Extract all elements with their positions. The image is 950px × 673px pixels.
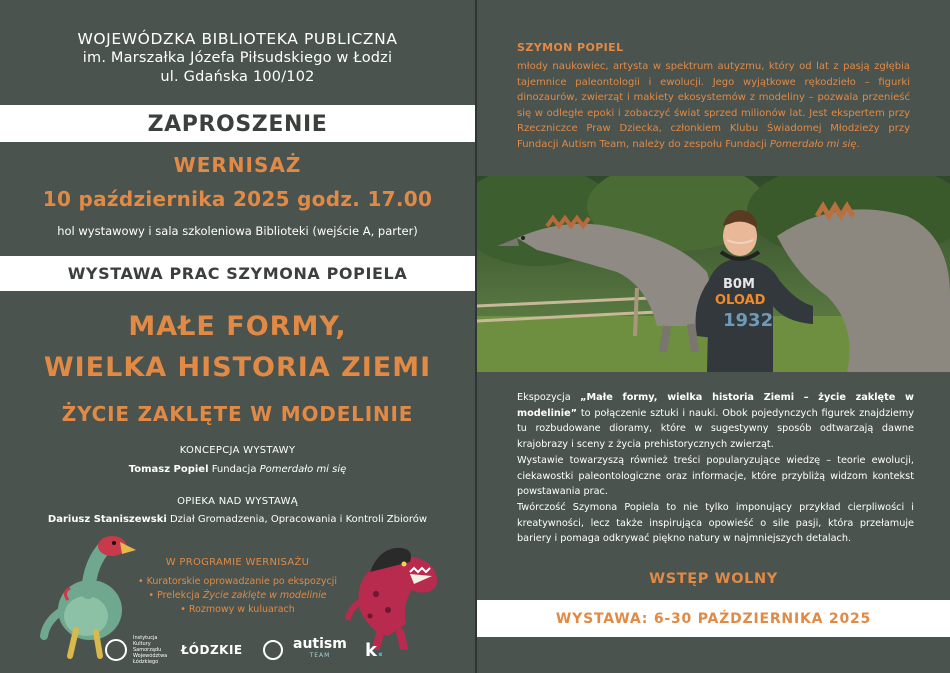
culture-institution-text: Instytucja Kultury Samorządu Województwa Łódzkiego [133,635,168,665]
institution-header [0,30,475,87]
partner-logos [95,636,395,666]
care-heading: OPIEKA NAD WYSTAWĄ [177,496,298,507]
artist-name: SZYMON POPIEL [517,41,624,54]
autism-text: autism [293,636,347,652]
hoodie-print-line1: B0M [723,277,755,292]
vernissage-venue: hol wystawowy i sala szkoleniowa Biblioteki (wejście A, parter) [57,224,418,238]
invitation-back-panel [477,0,950,673]
lodzkie-logo [181,636,243,664]
exhibition-dates-band: WYSTAWA: 6-30 PAŹDZIERNIKA 2025 [477,600,950,637]
artist-bio: młody naukowiec, artysta w spektrum autyzmu, który od lat z pasją zgłębia tajemnice paleontologii i ewolucji. Jego wyjątkowe rękodzieło – figurki dinozaurów, zwierząt i makiety ekosystemów z modeliny – pozwala przenieść się w odległe epoki i zobaczyć świat sprzed milionów lat. Jest ekspertem przy Rzeczniczce Praw Dziecka, członkiem Klubu Świadomej Młodzieży przy Fundacji Autism Team, należy do zespołu Fundacji Pomerdało mi się. [517,61,910,150]
library-logo-icon [105,639,127,661]
emblem-logo [263,636,283,664]
vernissage-heading: WERNISAŻ [173,153,302,177]
concept-heading: KONCEPCJA WYSTAWY [179,445,296,456]
program-item-italic: Życie zaklęte w modelinie [202,590,327,601]
artist-photo [477,176,950,372]
artist-bio-text: młody naukowiec, artysta w spektrum autyzmu, który od lat z pasją zgłębia tajemnice paleontologii i ewolucji. Jego wyjątkowe rękodzieło – figurki dinozaurów, zwierząt i makiety ekosystemów z modeliny – pozwala przenieść się w odległe epoki i zobaczyć świat sprzed milionów lat. Jest ekspertem przy Rzeczniczce Praw Dziecka, członkiem Klubu Świadomej Młodzieży przy Fundacji Autism Team, należy do zespołu Fundacji [517,61,910,150]
k-letter: k [365,639,377,661]
institution-name: WOJEWÓDZKA BIBLIOTEKA PUBLICZNA [77,30,398,48]
description-paragraph-3: Twórczość Szymona Popiela to nie tylko imponujący przykład cierpliwości i kreatywności, lecz także inspirująca opowieść o sile pasji, która przełamuje bariery i pomaga odkrywać piękno natury w najmniejszych detalach. [517,501,914,545]
concept-credit [0,464,475,475]
description-p1-rest: to połączenie sztuki i nauki. Obok pojedynczych figurek znajdziemy tu rozbudowane dioramy, które w sugestywny sposób odtwarzają dawne krajobrazy i sceny z życia prehistorycznych zwierząt. [517,407,914,451]
description-p1-prefix: Ekspozycja [517,392,571,403]
care-dept: Dział Gromadzenia, Opracowania i Kontroli Zbiorów [169,514,428,525]
autism-team-logo [293,636,347,664]
library-logo [105,636,127,664]
k-logo: k. [365,639,384,661]
invitation-band: ZAPROSZENIE [0,105,475,142]
program-heading: W PROGRAMIE WERNISAŻU [165,557,310,568]
concept-name: Tomasz Popiel [128,464,209,475]
institution-address: ul. Gdańska 100/102 [160,69,315,85]
description-p1-title: „Małe formy, wielka historia Ziemi – życie zaklęte w modelinie” [517,392,914,419]
concept-org-prefix: Fundacja [211,464,257,475]
culture-institution-logo [133,636,173,664]
artist-bio-italic: Pomerdało mi się [769,138,857,150]
description-paragraph-1 [517,390,914,453]
program-item: • Rozmowy w kuluarach [180,604,295,615]
dinosaur-model-right-image [340,540,455,650]
lodzkie-text: ŁÓDZKIE [181,643,243,657]
hoodie-print-line2: OLOAD [715,293,766,308]
vernissage-date: 10 października 2025 godz. 17.00 [42,187,433,211]
hoodie-print-line3: 1932 [723,310,774,331]
exhibition-title-line1: MAŁE FORMY, [128,311,347,342]
institution-patron: im. Marszałka Józefa Piłsudskiego w Łodzi [82,50,393,66]
description-paragraph-2: Wystawie towarzyszą również treści popularyzujące wiedzę – teorie ewolucji, ciekawostki paleontologiczne oraz informacje, które przybliżą widzom kontekst powstawania prac. [517,454,914,498]
free-entry: WSTĘP WOLNY [649,571,778,587]
concept-org-italic: Pomerdało mi się [259,464,347,475]
emblem-logo-icon [263,640,283,660]
program-item-prefix: • Prelekcja [148,590,200,601]
care-credit [0,514,475,525]
care-name: Dariusz Staniszewski [47,514,167,525]
exhibition-band: WYSTAWA PRAC SZYMONA POPIELA [0,256,475,291]
autism-team-text: TEAM [309,652,331,659]
exhibition-title-line2: WIELKA HISTORIA ZIEMI [43,352,432,383]
program-item: • Kuratorskie oprowadzanie po ekspozycji [138,576,337,587]
exhibition-subtitle: ŻYCIE ZAKLĘTE W MODELINIE [61,402,414,426]
exhibition-description [517,390,914,547]
